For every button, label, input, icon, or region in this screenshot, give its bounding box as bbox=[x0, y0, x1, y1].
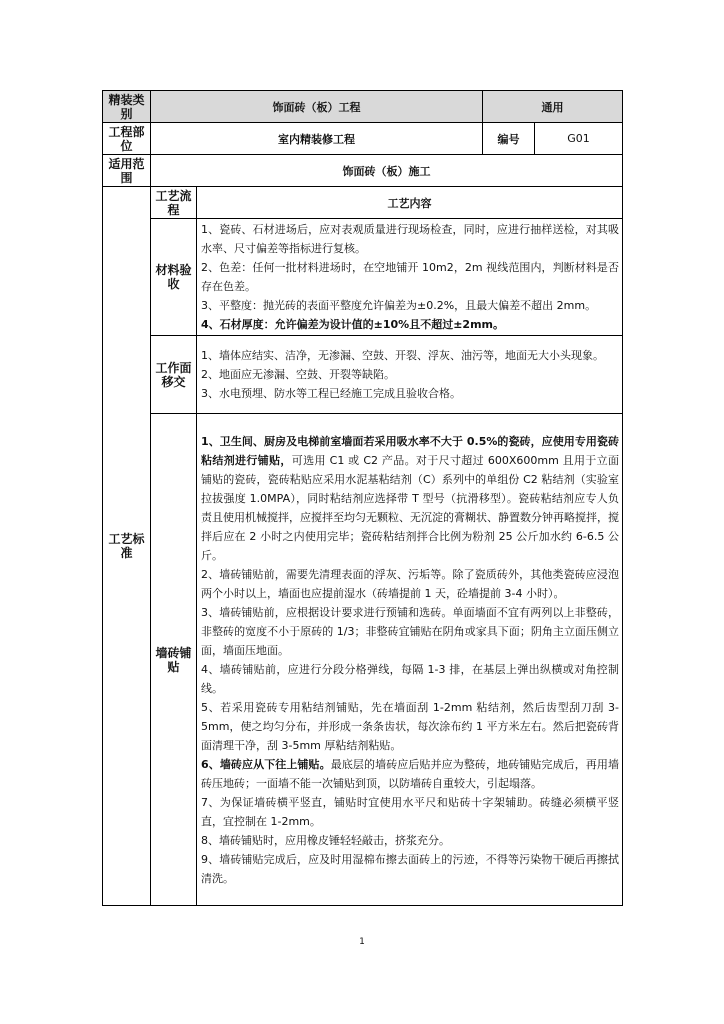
scope-value: 饰面砖（板）施工 bbox=[151, 155, 623, 187]
list-item: 2、色差：任何一批材料进场时，在空地铺开 10m2，2m 视线范围内，判断材料是否存在色差。 bbox=[201, 261, 619, 293]
list-item: 1、瓷砖、石材进场后，应对表观质量进行现场检查，同时，应进行抽样送检，对其吸水率、尺寸偏差等指标进行复核。 bbox=[201, 223, 619, 255]
list-item: 3、墙砖铺贴前，应根据设计要求进行预铺和选砖。单面墙面不宜有两列以上非整砖，非整砖的宽度不小于原砖的 1/3；非整砖宜铺贴在阴角或家具下面；阴角主立面压侧立面，墙面压地面。 bbox=[201, 605, 619, 657]
list-item: 3、平整度：抛光砖的表面平整度允许偏差为±0.2%，且最大偏差不超出 2mm。 bbox=[201, 299, 597, 312]
material-content bbox=[197, 219, 623, 336]
spec-sheet bbox=[102, 90, 622, 906]
list-item: 9、墙砖铺贴完成后，应及时用湿棉布擦去面砖上的污迹，不得等污染物干硬后再擦拭清洗。 bbox=[201, 852, 619, 885]
category-label: 精装类别 bbox=[103, 91, 151, 123]
number-label: 编号 bbox=[483, 123, 535, 155]
list-item: 7、为保证墙砖横平竖直，铺贴时宜使用水平尺和贴砖十字架辅助。砖缝必须横平竖直，宜控制在 1-2mm。 bbox=[201, 795, 619, 828]
list-item bbox=[201, 432, 619, 565]
location-row bbox=[103, 123, 623, 155]
list-item: 4、石材厚度：允许偏差为设计值的±10%且不超过±2mm。 bbox=[201, 318, 504, 331]
list-item: 8、墙砖铺贴时，应用橡皮锤轻轻敲击，挤浆充分。 bbox=[201, 833, 450, 847]
spec-table bbox=[102, 90, 623, 906]
list-item bbox=[201, 755, 619, 793]
scope-label: 适用范围 bbox=[103, 155, 151, 187]
wall-tile-row bbox=[103, 414, 623, 906]
item-text: 最底层的墙砖应后贴并应为整砖，地砖铺贴完成后，再用墙砖压地砖；一面墙不能一次铺贴到顶，以防墙砖自重较大，引起塌落。 bbox=[201, 757, 620, 790]
location-label: 工程部位 bbox=[103, 123, 151, 155]
material-label: 材料验收 bbox=[151, 219, 197, 336]
project-name: 饰面砖（板）工程 bbox=[151, 91, 483, 123]
handover-label: 工作面移交 bbox=[151, 336, 197, 414]
handover-row bbox=[103, 336, 623, 414]
header-row bbox=[103, 91, 623, 123]
item-text: 可选用 C1 或 C2 产品。对于尺寸超过 600X600mm 且用于立面铺贴的瓷砖，瓷砖粘贴应采用水泥基粘结剂（C）系列中的单组份 C2 粘结剂（实验室拉拔强度 1.0MPA），同时粘结剂应选择带 T 型号（抗滑移型）。瓷砖粘结剂应专人负责且使用机械搅拌，应搅拌至均匀无颗粒、无沉淀的膏糊状、静置数分钟再略搅拌，搅拌后应在 2 小时之内使用完毕；瓷砖粘结剂拌合比例为粉剂 25 公斤加水约 6-6.5 公斤。 bbox=[201, 453, 620, 562]
location-value: 室内精装修工程 bbox=[151, 123, 483, 155]
flow-header-row bbox=[103, 187, 623, 219]
list-item: 4、墙砖铺贴前，应进行分段分格弹线，每隔 1-3 排，在基层上弹出纵横或对角控制线。 bbox=[201, 662, 619, 695]
content-header: 工艺内容 bbox=[197, 187, 623, 219]
list-item: 2、墙砖铺贴前，需要先清理表面的浮灰、污垢等。除了瓷质砖外，其他类瓷砖应浸泡两个小时以上，墙面也应提前湿水（砖墙提前 1 天，砼墙提前 3-4 小时）。 bbox=[201, 567, 619, 600]
list-item: 5、若采用瓷砖专用粘结剂铺贴，先在墙面刮 1-2mm 粘结剂，然后齿型刮刀刮 3-5mm，使之均匀分布，并形成一条条齿状，每次涂布约 1 平方米左右。然后把瓷砖背面清理干净，刮 3-5mm 厚粘结剂粘贴。 bbox=[201, 700, 619, 752]
list-item: 1、墙体应结实、洁净，无渗漏、空鼓、开裂、浮灰、油污等，地面无大小头现象。 bbox=[201, 349, 604, 362]
wall-tile-label: 墙砖铺贴 bbox=[151, 414, 197, 906]
list-item: 3、水电预埋、防水等工程已经施工完成且验收合格。 bbox=[201, 387, 461, 400]
material-row bbox=[103, 219, 623, 336]
scope-row bbox=[103, 155, 623, 187]
wall-tile-content bbox=[197, 414, 623, 906]
number-value: G01 bbox=[535, 123, 623, 155]
process-section-label: 工艺标准 bbox=[103, 187, 151, 906]
general-label: 通用 bbox=[483, 91, 623, 123]
item-emphasis: 6、墙砖应从下往上铺贴。 bbox=[201, 757, 331, 771]
page-number: 1 bbox=[359, 937, 365, 947]
list-item: 2、地面应无渗漏、空鼓、开裂等缺陷。 bbox=[201, 368, 395, 381]
flow-label: 工艺流程 bbox=[151, 187, 197, 219]
handover-content bbox=[197, 336, 623, 414]
item-emphasis: 1、卫生间、厨房及电梯前室墙面若采用吸水率不大于 0.5%的瓷砖，应使用专用瓷砖粘结剂进行铺贴， bbox=[201, 434, 619, 467]
